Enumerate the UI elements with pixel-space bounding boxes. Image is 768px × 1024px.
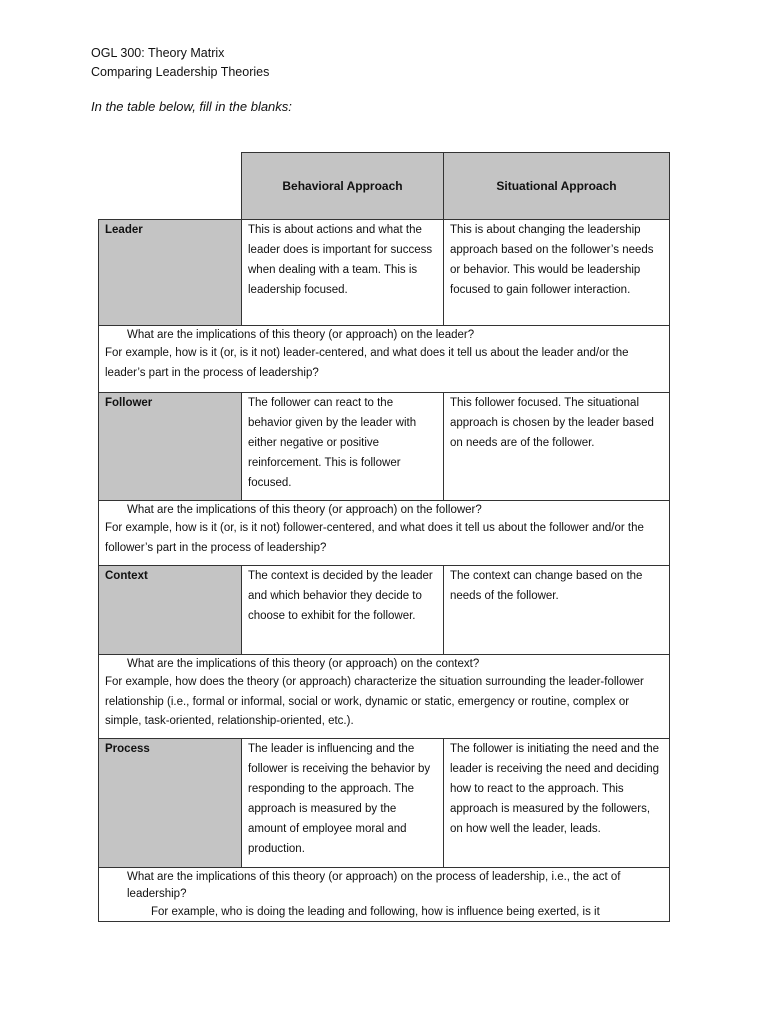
row-label-context: Context [98,565,242,655]
header-situational: Situational Approach [443,152,670,220]
follower-implications-cell[interactable] [98,500,670,566]
context-question: What are the implications of this theory (or approach) on the context? [127,658,480,670]
context-implications-cell[interactable] [98,654,670,739]
row-label-process: Process [98,738,242,868]
leader-behavioral-cell[interactable]: This is about actions and what the leader does is important for success when dealing with a team. This is leadership focused. [241,219,444,326]
follower-situational-cell[interactable]: This follower focused. The situational approach is chosen by the leader based on needs are of the follower. [443,392,670,501]
follower-behavioral-cell[interactable]: The follower can react to the behavior given by the leader with either negative or positive reinforcement. This is follower focused. [241,392,444,501]
row-label-leader: Leader [98,219,242,326]
header-behavioral: Behavioral Approach [241,152,444,220]
document-header [91,44,269,82]
context-behavioral-cell[interactable]: The context is decided by the leader and which behavior they decide to choose to exhibit for the follower. [241,565,444,655]
process-example: For example, who is doing the leading and following, how is influence being exerted, is it [151,906,600,918]
leader-question: What are the implications of this theory (or approach) on the leader? [127,329,475,341]
process-question: What are the implications of this theory (or approach) on the process of leadership, i.e., the act of leadership? [127,871,621,900]
document-subtitle: Comparing Leadership Theories [91,65,270,79]
instructions: In the table below, fill in the blanks: [91,99,292,114]
leader-implications-cell[interactable] [98,325,670,393]
process-implications-cell[interactable] [98,867,670,922]
leader-situational-cell[interactable]: This is about changing the leadership approach based on the follower’s needs or behavior. This would be leadership focused to gain follower interaction. [443,219,670,326]
process-behavioral-cell[interactable]: The leader is influencing and the follower is receiving the behavior by responding to the approach. The approach is measured by the amount of employee moral and production. [241,738,444,868]
leader-example: For example, how is it (or, is it not) leader-centered, and what does it tell us about the leader and/or the leader’s part in the process of leadership? [105,347,629,379]
course-title: OGL 300: Theory Matrix [91,46,225,60]
follower-example: For example, how is it (or, is it not) follower-centered, and what does it tell us about the follower and/or the follower’s part in the process of leadership? [105,522,644,554]
follower-question: What are the implications of this theory (or approach) on the follower? [127,504,482,516]
process-situational-cell[interactable]: The follower is initiating the need and the leader is receiving the need and deciding how to react to the approach. This approach is measured by the followers, on how well the leader, leads. [443,738,670,868]
context-example: For example, how does the theory (or approach) characterize the situation surrounding the leader-follower relationship (i.e., formal or informal, social or work, dynamic or static, emergency or routine, complex or simple, task-oriented, relationship-oriented, etc.). [105,676,644,727]
context-situational-cell[interactable]: The context can change based on the needs of the follower. [443,565,670,655]
row-label-follower: Follower [98,392,242,501]
